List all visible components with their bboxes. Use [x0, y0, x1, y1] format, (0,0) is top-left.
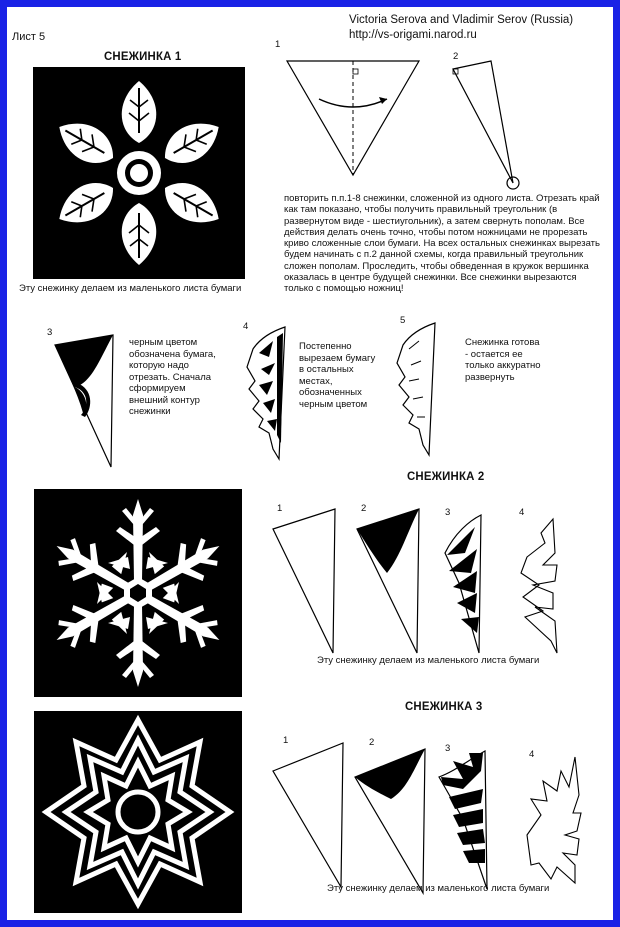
snowflake1-caption: Эту снежинку делаем из маленького листа бумаги — [19, 283, 242, 294]
sf2-step2-number: 2 — [361, 503, 367, 514]
sf2-step4-number: 4 — [519, 507, 525, 518]
snowflake1-image — [33, 67, 245, 279]
sf1-step4-diagram — [239, 323, 289, 463]
sf3-step2-diagram — [351, 747, 431, 897]
snowflake2-image — [34, 489, 242, 697]
sf1-step2-diagram — [447, 59, 527, 189]
sf2-step2-diagram — [353, 507, 423, 657]
sf1-step3-number: 3 — [47, 327, 53, 338]
sf1-step4-number: 4 — [243, 321, 249, 332]
sf1-step3-diagram — [47, 331, 117, 471]
sf1-instructions: повторить п.п.1-8 снежинки, сложенной из одного листа. Отрезать край как там показано, чтобы получить правильный треугольник (в развернутом виде - шестиугольник), а затем свернуть пополам. Все действия делать очень точно, чтобы потом ножницами не прорезать криво сложенные слои бумаги. На всех остальных снежинках вырезать будем начинать с п.2 данной схемы, когда правильный треугольник сложен пополам. Проследить, чтобы обведенная в кружок вершинка оказалась в центре будущей снежинки. Все снежинки вырезаются только с помощью ножниц! — [284, 193, 600, 295]
snowflake2-photo — [34, 489, 242, 697]
authors-line: Victoria Serova and Vladimir Serov (Russia) — [349, 14, 574, 26]
sf3-step4-number: 4 — [529, 749, 535, 760]
sf1-step5-number: 5 — [400, 315, 406, 326]
snowflake3-photo — [34, 711, 242, 913]
sf1-step1-diagram — [283, 59, 423, 179]
snowflake3-caption: Эту снежинку делаем из маленького листа бумаги — [327, 883, 550, 894]
sf1-note5: Снежинка готова - остается ее только аккуратно развернуть — [465, 337, 541, 383]
instruction-sheet — [7, 7, 613, 920]
sf2-step1-diagram — [269, 507, 339, 657]
sf2-step1-number: 1 — [277, 503, 283, 514]
snowflake3-image — [34, 711, 242, 913]
sf1-note3: черным цветом обозначена бумага, которую надо отрезать. Сначала сформируем внешний контур снежинки — [129, 337, 216, 417]
sf3-step1-number: 1 — [283, 735, 289, 746]
sf3-step3-number: 3 — [445, 743, 451, 754]
snowflake2-title: СНЕЖИНКА 2 — [407, 469, 485, 483]
snowflake1-photo — [33, 67, 245, 279]
sf1-step2-number: 2 — [453, 51, 459, 62]
sf3-step1-diagram — [269, 741, 349, 891]
snowflake1-title: СНЕЖИНКА 1 — [104, 49, 182, 63]
site-url: http://vs-origami.narod.ru — [349, 29, 477, 41]
sf2-step3-diagram — [435, 513, 485, 663]
sf2-step4-diagram — [513, 513, 563, 663]
sf1-step5-diagram — [389, 319, 439, 459]
sf1-step1-number: 1 — [275, 39, 281, 50]
sf1-note4: Постепенно вырезаем бумагу в остальных местах, обозначенных черным цветом — [299, 341, 376, 410]
snowflake2-caption: Эту снежинку делаем из маленького листа бумаги — [317, 655, 540, 666]
snowflake3-title: СНЕЖИНКА 3 — [405, 699, 483, 713]
sheet-label: Лист 5 — [12, 31, 46, 43]
sf2-step3-number: 3 — [445, 507, 451, 518]
sf3-step2-number: 2 — [369, 737, 375, 748]
sf3-step3-diagram — [433, 749, 493, 899]
